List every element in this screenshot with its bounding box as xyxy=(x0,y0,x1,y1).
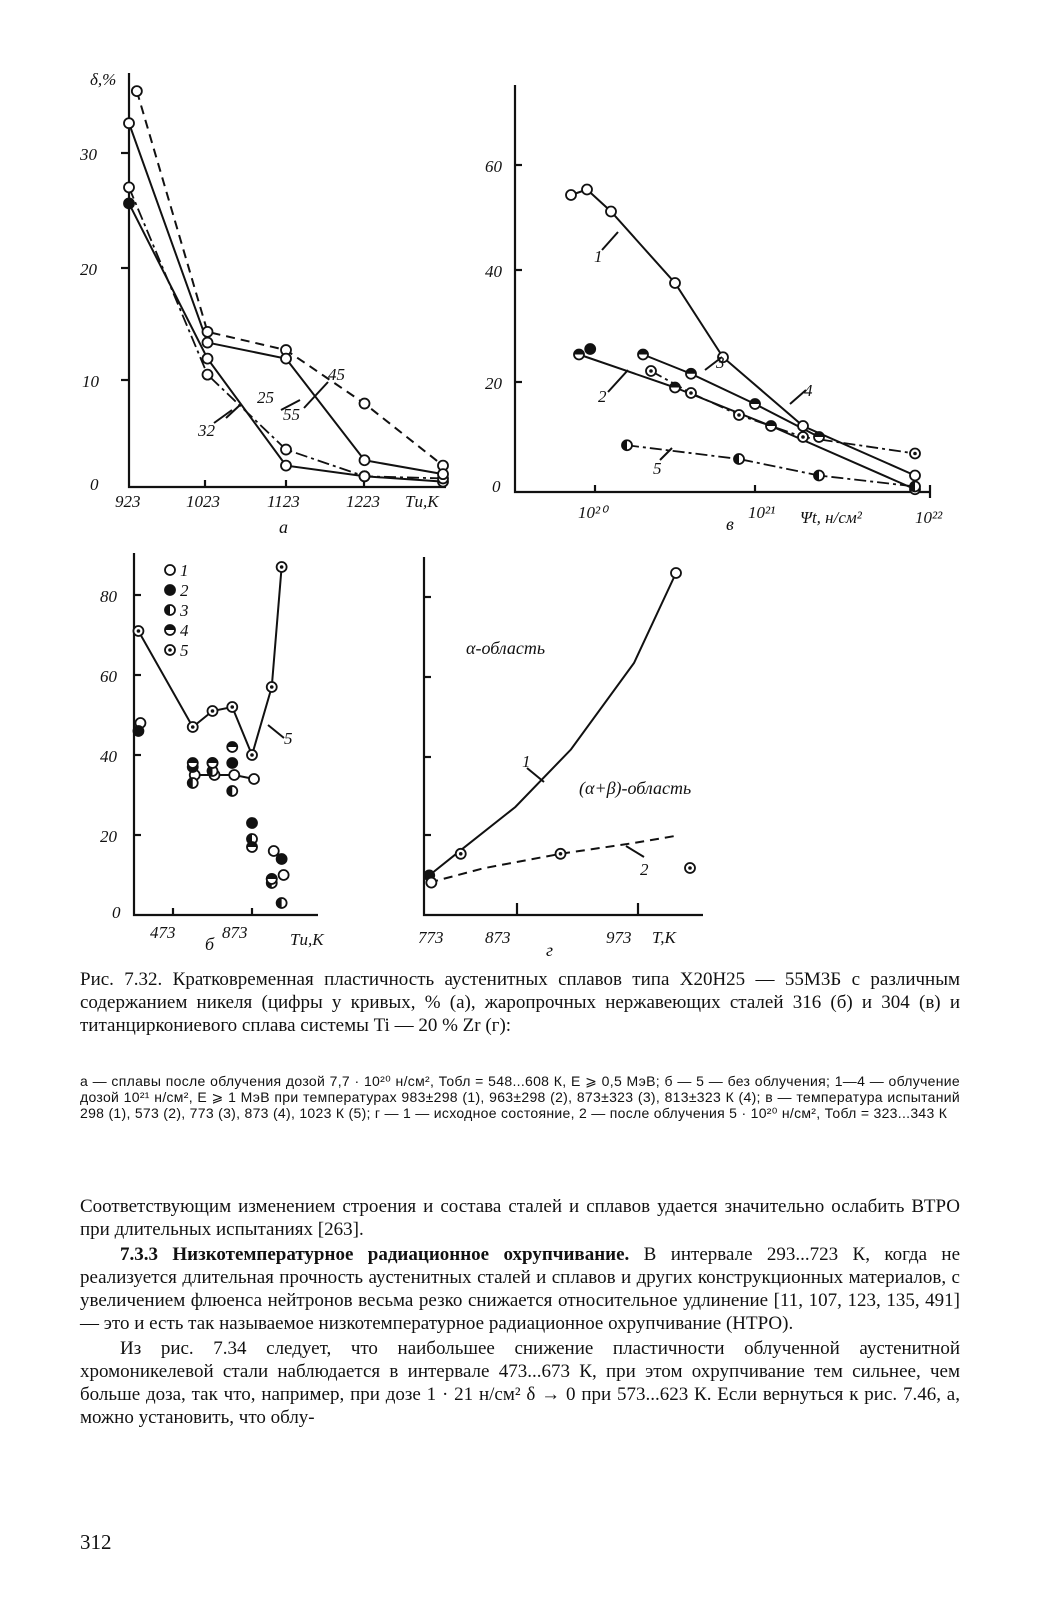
panel-v-point xyxy=(686,388,696,398)
panel-b-xlabel: Tи,K xyxy=(290,930,324,949)
panel-b-point xyxy=(277,898,287,908)
panel-b-xtick: 873 xyxy=(222,923,248,942)
panel-b-ytick: 80 xyxy=(100,587,117,606)
panel-a xyxy=(79,70,448,537)
paragraph-2 xyxy=(80,1243,960,1335)
panel-b-point xyxy=(208,758,218,768)
panel-b-point xyxy=(188,722,198,732)
panel-b-series-1-line xyxy=(195,775,254,779)
panel-v-point xyxy=(766,421,776,431)
panel-b-xtick: 473 xyxy=(150,923,176,942)
panel-v-point xyxy=(798,432,808,442)
panel-a-point xyxy=(203,338,213,348)
panel-v-point xyxy=(670,278,680,288)
panel-a-curve-label-25: 25 xyxy=(257,388,274,407)
panel-b-point xyxy=(227,786,237,796)
panel-v-curve-label-4: 4 xyxy=(804,381,813,400)
panel-b-legend-marker xyxy=(165,605,175,615)
page-number: 312 xyxy=(80,1530,112,1554)
panel-g-curve-label-1: 1 xyxy=(522,752,531,771)
panel-a-series-32-line xyxy=(129,187,443,478)
panel-v-point xyxy=(582,185,592,195)
panel-a-series-25-line xyxy=(129,203,443,481)
panel-v-point xyxy=(734,454,744,464)
panel-g-point xyxy=(685,863,695,873)
panel-g-point xyxy=(456,849,466,859)
panel-a-point xyxy=(124,182,134,192)
panel-b-point xyxy=(267,682,277,692)
panel-v-point xyxy=(622,440,632,450)
panel-v-point xyxy=(910,449,920,459)
panel-a-xtick: 1023 xyxy=(186,492,220,511)
panel-b-legend-label: 3 xyxy=(180,601,189,620)
panel-b-legend xyxy=(165,561,189,660)
panel-v-xtick: 10²² xyxy=(915,508,943,527)
panel-a-xtick: 1123 xyxy=(267,492,300,511)
panel-a-point xyxy=(124,118,134,128)
panel-a-ytick: 10 xyxy=(82,372,99,391)
panel-v-ytick: 40 xyxy=(485,262,502,281)
panel-a-curve-label-55: 55 xyxy=(283,405,300,424)
panel-a-point xyxy=(438,469,448,479)
panel-v-point xyxy=(686,369,696,379)
panel-v-xtick: 10²⁰ xyxy=(578,503,607,522)
panel-b-point xyxy=(247,750,257,760)
panel-a-point xyxy=(281,461,291,471)
panel-v-point xyxy=(910,471,920,481)
panel-v-curve-label-1: 1 xyxy=(594,247,603,266)
panel-b-ytick: 60 xyxy=(100,667,117,686)
panel-a-point xyxy=(124,198,134,208)
panel-v-axes xyxy=(515,85,930,492)
panel-g-xtick: 773 xyxy=(418,928,444,947)
panel-a-axes xyxy=(129,73,446,487)
panel-b-legend-label: 4 xyxy=(180,621,189,640)
panel-v-curve-label-3: 3 xyxy=(716,353,725,372)
panel-b-point xyxy=(208,706,218,716)
panel-v-point xyxy=(646,366,656,376)
panel-v-series-2-line xyxy=(579,355,915,490)
panel-b-ytick: 40 xyxy=(100,747,117,766)
panel-v-ytick: 60 xyxy=(485,157,502,176)
panel-b-ytick: 20 xyxy=(100,827,117,846)
panel-a-xlabel: Tи,K xyxy=(405,492,439,511)
panel-b-point xyxy=(188,778,198,788)
panel-b-ytick: 0 xyxy=(112,903,121,922)
panel-b-sublabel: б xyxy=(205,934,215,954)
panel-b-point xyxy=(227,742,237,752)
panel-a-markers xyxy=(124,86,448,487)
figure-caption: Рис. 7.32. Кратковременная пластичность аустенитных сплавов типа Х20Н25 — 55М3Б с различным содержанием никеля (цифры у кривых, % (а), жаропрочных нержавеющих сталей 316 (б) и 304 (в) и титанциркониевого сплава системы Ti — 20 % Zr (г): xyxy=(80,969,960,1036)
panel-a-curve-label-45: 45 xyxy=(328,365,345,384)
panel-b-curve-label-5: 5 xyxy=(284,729,293,748)
panel-b-point xyxy=(277,854,287,864)
panel-b-legend-marker xyxy=(165,645,175,655)
panel-g xyxy=(418,557,703,960)
panel-a-point xyxy=(281,445,291,455)
panel-a-ytick: 20 xyxy=(80,260,97,279)
panel-b-point xyxy=(133,626,143,636)
panel-b-point xyxy=(227,702,237,712)
paragraph-1: Соответствующим изменением строения и состава сталей и сплавов удается значительно ослабить ВТРО при длительных испытаниях [263]. xyxy=(80,1196,960,1240)
panel-v-point xyxy=(814,432,824,442)
panel-g-annotation-alpha-beta: (α+β)-область xyxy=(579,778,692,798)
panel-a-point xyxy=(132,86,142,96)
panel-b-legend-marker xyxy=(165,625,175,635)
panel-v-series-4-line xyxy=(651,371,915,454)
panel-v-point xyxy=(750,399,760,409)
panel-v-point xyxy=(734,410,744,420)
panel-v-point xyxy=(670,383,680,393)
panel-b-legend-marker xyxy=(165,565,175,575)
paragraph-2-text: В интервале 293...723 К, когда не реализуется длительная прочность аустенитных сталей и сплавов и других конструкционных материалов, с увеличением флюенса нейтронов весьма резко снижается относительное удлинение [11, 107, 123, 135, 491] — это и есть так называемое низкотемпературное радиационное охрупчивание (НТРО). xyxy=(80,1244,961,1334)
panel-b-point xyxy=(133,726,143,736)
panel-g-xlabel: T,K xyxy=(652,928,676,947)
panel-b-legend-label: 5 xyxy=(180,641,189,660)
panel-b-legend-label: 2 xyxy=(180,581,189,600)
panel-v-xtick: 10²¹ xyxy=(748,503,776,522)
panel-g-curve-label-2: 2 xyxy=(640,860,649,879)
panel-v-curve-label-2: 2 xyxy=(598,387,607,406)
panel-g-series-1-line xyxy=(429,573,676,875)
panel-b-legend-marker xyxy=(165,585,175,595)
panel-a-sublabel: а xyxy=(279,517,288,537)
panel-v-series-5-line xyxy=(627,445,915,486)
panel-a-ytick: 30 xyxy=(80,145,97,164)
panel-g-xtick: 973 xyxy=(606,928,632,947)
panel-a-point xyxy=(203,327,213,337)
panel-a-xtick: 1223 xyxy=(346,492,380,511)
panel-v-point xyxy=(798,421,808,431)
panel-v-markers xyxy=(566,185,920,495)
panel-v-point xyxy=(566,190,576,200)
paragraph-3: Из рис. 7.34 следует, что наибольшее снижение пластичности облученной аустенитной хромоникелевой стали наблюдается в интервале 473...673 К, при этом охрупчивание тем сильнее, чем больше доза, так что, например, при дозе 1 · 21 н/см² δ → 0 при 573...623 К. Если вернуться к рис. 7.46, а, можно установить, что облу- xyxy=(80,1338,960,1428)
panel-v-series-3-line xyxy=(643,355,819,438)
panel-v-point xyxy=(910,482,920,492)
panel-b-point xyxy=(229,770,239,780)
panel-b-legend-label: 1 xyxy=(180,561,189,580)
panel-a-ylabel: δ,% xyxy=(90,70,117,89)
panel-a-curve-label-32: 32 xyxy=(198,421,215,440)
panel-a-ytick: 0 xyxy=(90,475,99,494)
panel-g-point xyxy=(426,878,436,888)
panel-v xyxy=(485,85,943,534)
panel-v-point xyxy=(606,207,616,217)
panel-a-point xyxy=(203,354,213,364)
panel-g-sublabel: г xyxy=(546,940,554,960)
section-heading: 7.3.3 Низкотемпературное радиационное охрупчивание. xyxy=(120,1244,630,1265)
panel-b-point xyxy=(247,818,257,828)
panel-b-series-5-line xyxy=(138,567,281,755)
panel-b-point xyxy=(267,874,277,884)
panel-v-point xyxy=(638,350,648,360)
panel-a-point xyxy=(360,471,370,481)
panel-b xyxy=(100,553,325,954)
panel-g-series-2-line xyxy=(429,836,676,883)
panel-b-point xyxy=(269,846,279,856)
panel-b-point xyxy=(277,562,287,572)
panel-g-axes xyxy=(424,557,703,915)
panel-v-ytick: 20 xyxy=(485,374,502,393)
panel-b-point xyxy=(227,758,237,768)
panel-a-point xyxy=(360,455,370,465)
panel-v-curve-label-5: 5 xyxy=(653,459,662,478)
panel-b-markers xyxy=(133,562,288,908)
panel-v-sublabel: в xyxy=(726,514,734,534)
panel-b-point xyxy=(279,870,289,880)
panel-b-point xyxy=(249,774,259,784)
figure-notes: а — сплавы после облучения дозой 7,7 · 10²⁰ н/см², Тобл = 548...608 К, E ⩾ 0,5 МэВ; б — 5 — без облучения; 1—4 — облучение дозой 10²¹ н/см², E ⩾ 1 МэВ при температурах 983±298 (1), 963±298 (2), 873±323 (3), 813±323 К (4); в — температура испытаний 298 (1), 573 (2), 773 (3), 873 (4), 1023 К (5); г — 1 — исходное состояние, 2 — после облучения 5 · 10²⁰ н/см², Тобл = 323...343 К xyxy=(80,1073,960,1121)
panel-v-ytick: 0 xyxy=(492,477,501,496)
panel-b-point xyxy=(188,758,198,768)
panel-v-xlabel: Ψt, н/см² xyxy=(800,508,862,527)
panel-a-point xyxy=(203,370,213,380)
panel-a-xtick: 923 xyxy=(115,492,141,511)
panel-v-series-1-line xyxy=(571,190,915,476)
panel-g-point xyxy=(556,849,566,859)
panel-b-point xyxy=(247,842,257,852)
panel-a-point xyxy=(360,399,370,409)
panel-a-point xyxy=(281,354,291,364)
panel-g-xtick: 873 xyxy=(485,928,511,947)
panel-v-point xyxy=(585,344,595,354)
body-text xyxy=(80,1195,960,1431)
panel-g-point xyxy=(671,568,681,578)
panel-g-annotation-alpha: α-область xyxy=(466,638,546,658)
panel-v-point xyxy=(814,471,824,481)
panel-v-point xyxy=(574,350,584,360)
